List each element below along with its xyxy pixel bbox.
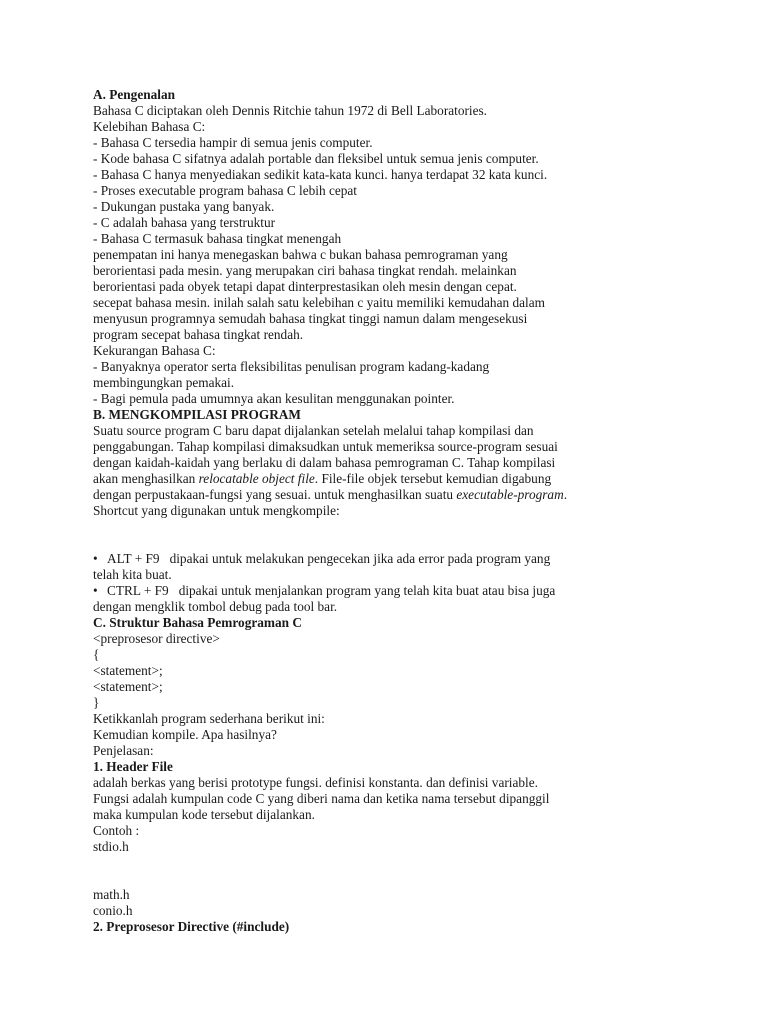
text-line: <preprosesor directive>	[93, 631, 220, 646]
text-line	[93, 471, 653, 487]
text-line: - Kode bahasa C sifatnya adalah portable dan fleksibel untuk semua jenis computer.	[93, 151, 539, 166]
text-line: stdio.h	[93, 839, 129, 854]
section-c-heading: C. Struktur Bahasa Pemrograman C	[93, 615, 302, 630]
list-item	[93, 583, 653, 599]
text-span: . File-file objek tersebut kemudian digabung	[314, 471, 552, 486]
text-line: Suatu source program C baru dapat dijalankan setelah melalui tahap kompilasi dan	[93, 423, 534, 438]
text-line: menyusun programnya semudah bahasa tingkat tinggi namun dalam mengesekusi	[93, 311, 528, 326]
text-line: - Bahasa C tersedia hampir di semua jenis computer.	[93, 135, 373, 150]
header-file-heading: 1. Header File	[93, 759, 173, 774]
text-line: penggabungan. Tahap kompilasi dimaksudkan untuk memeriksa source-program sesuai	[93, 439, 558, 454]
text-line: Kemudian kompile. Apa hasilnya?	[93, 727, 277, 742]
text-line: membingungkan pemakai.	[93, 375, 235, 390]
bullet-icon: •	[93, 583, 98, 598]
text-line: Contoh :	[93, 823, 140, 838]
text-line: adalah berkas yang berisi prototype fungsi. definisi konstanta. dan definisi variable.	[93, 775, 538, 790]
text-span: dipakai untuk melakukan pengecekan jika ada error pada program yang	[169, 551, 551, 566]
bullet-icon: •	[93, 551, 98, 566]
text-line: secepat bahasa mesin. inilah salah satu kelebihan c yaitu memiliki kemudahan dalam	[93, 295, 545, 310]
shortcut-key: ALT + F9	[107, 551, 160, 566]
section-a-heading: A. Pengenalan	[93, 87, 176, 102]
blank-line	[93, 855, 653, 871]
text-span: dengan perpustakaan-fungsi yang sesuai. untuk menghasilkan suatu	[93, 487, 457, 502]
text-line: Penjelasan:	[93, 743, 154, 758]
text-line: Kelebihan Bahasa C:	[93, 119, 206, 134]
text-line: math.h	[93, 887, 130, 902]
section-b-heading: B. MENGKOMPILASI PROGRAM	[93, 407, 301, 422]
text-line: maka kumpulan kode tersebut dijalankan.	[93, 807, 315, 822]
italic-term: relocatable object file	[198, 471, 315, 486]
text-line: - C adalah bahasa yang terstruktur	[93, 215, 276, 230]
text-span: dipakai untuk menjalankan program yang telah kita buat atau bisa juga	[178, 583, 556, 598]
text-line: dengan mengklik tombol debug pada tool bar.	[93, 599, 338, 614]
text-line: - Bahasa C hanya menyediakan sedikit kata-kata kunci. hanya terdapat 32 kata kunci.	[93, 167, 548, 182]
text-line: - Banyaknya operator serta fleksibilitas penulisan program kadang-kadang	[93, 359, 490, 374]
blank-line	[93, 535, 653, 551]
text-line: - Bagi pemula pada umumnya akan kesulitan menggunakan pointer.	[93, 391, 455, 406]
text-line: Fungsi adalah kumpulan code C yang diberi nama dan ketika nama tersebut dipanggil	[93, 791, 550, 806]
text-line: - Bahasa C termasuk bahasa tingkat menengah	[93, 231, 342, 246]
text-line: Ketikkanlah program sederhana berikut ini:	[93, 711, 325, 726]
text-line: - Proses executable program bahasa C lebih cepat	[93, 183, 357, 198]
text-line: Kekurangan Bahasa C:	[93, 343, 216, 358]
text-line: }	[93, 695, 100, 710]
text-line: telah kita buat.	[93, 567, 172, 582]
text-line: berorientasi pada mesin. yang merupakan ciri bahasa tingkat rendah. melainkan	[93, 263, 517, 278]
text-line: <statement>;	[93, 663, 163, 678]
italic-term: executable-program	[456, 487, 564, 502]
blank-line	[93, 519, 653, 535]
text-line: Bahasa C diciptakan oleh Dennis Ritchie tahun 1972 di Bell Laboratories.	[93, 103, 488, 118]
text-span: .	[563, 487, 568, 502]
text-line: penempatan ini hanya menegaskan bahwa c bukan bahasa pemrograman yang	[93, 247, 508, 262]
text-line: Shortcut yang digunakan untuk mengkompile:	[93, 503, 340, 518]
shortcut-key: CTRL + F9	[107, 583, 169, 598]
list-item	[93, 551, 653, 567]
text-line: {	[93, 647, 100, 662]
text-line: dengan kaidah-kaidah yang berlaku di dalam bahasa pemrograman C. Tahap kompilasi	[93, 455, 556, 470]
text-line: berorientasi pada obyek tetapi dapat dinterprestasikan oleh mesin dengan cepat.	[93, 279, 517, 294]
blank-line	[93, 871, 653, 887]
text-line: - Dukungan pustaka yang banyak.	[93, 199, 275, 214]
text-line	[93, 487, 653, 503]
text-line: program secepat bahasa tingkat rendah.	[93, 327, 304, 342]
text-line: <statement>;	[93, 679, 163, 694]
text-span: akan menghasilkan	[93, 471, 199, 486]
document-page	[93, 87, 653, 935]
preprocessor-heading: 2. Preprosesor Directive (#include)	[93, 919, 290, 934]
text-line: conio.h	[93, 903, 133, 918]
